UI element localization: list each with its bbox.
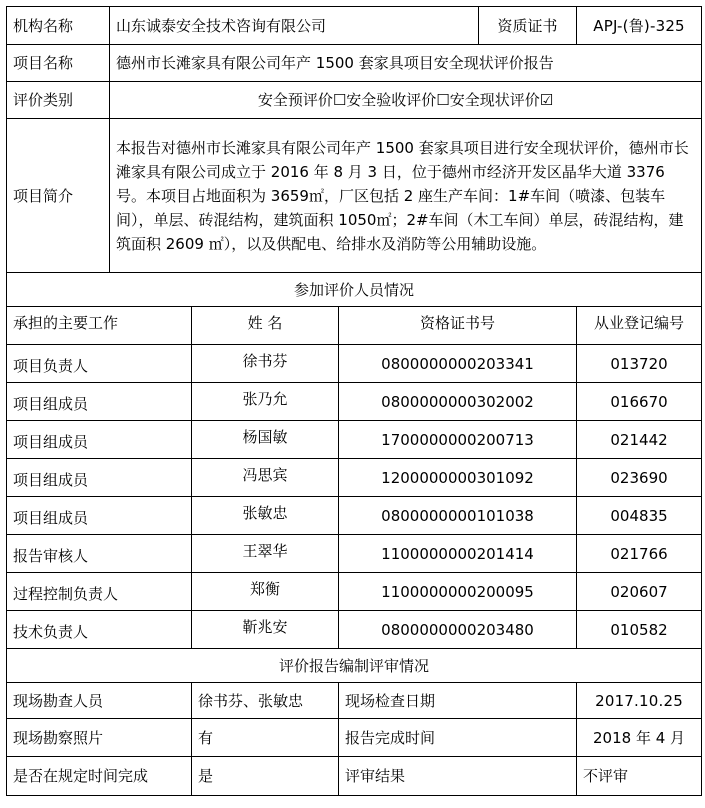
- personnel-reg: 021442: [577, 421, 702, 459]
- ontime-value: 是: [192, 757, 339, 796]
- personnel-reg: 004835: [577, 497, 702, 535]
- header-role: 承担的主要工作: [7, 307, 192, 345]
- personnel-cert: 0800000000203341: [339, 345, 577, 383]
- ontime-label: 是否在规定时间完成: [7, 757, 192, 796]
- personnel-name: 靳兆安: [192, 611, 339, 649]
- personnel-role: 项目组成员: [7, 497, 192, 535]
- cert-label: 资质证书: [479, 7, 577, 45]
- header-cert: 资格证书号: [339, 307, 577, 345]
- review-row: [7, 683, 702, 719]
- evaluation-type-row: [7, 82, 702, 119]
- result-label: 评审结果: [339, 757, 577, 796]
- cert-value: APJ-(鲁)-325: [577, 7, 702, 45]
- personnel-role: 过程控制负责人: [7, 573, 192, 611]
- personnel-row: [7, 383, 702, 421]
- personnel-cert: 0800000000302002: [339, 383, 577, 421]
- personnel-name: 杨国敏: [192, 421, 339, 459]
- personnel-name: 张敏忠: [192, 497, 339, 535]
- evaluation-type-label: 评价类别: [7, 82, 110, 119]
- personnel-cert: 1100000000200095: [339, 573, 577, 611]
- header-name: 姓 名: [192, 307, 339, 345]
- project-summary-value: 本报告对德州市长滩家具有限公司年产 1500 套家具项目进行安全现状评价，德州市长滩家具有限公司成立于 2016 年 8 月 3 日，位于德州市经济开发区晶华大道 3376 号。本项目占地面积为 3659㎡，厂区包括 2 座生产车间：1#车间（喷漆、包装车间），单层、砖混结构，建筑面积 1050㎡；2#车间（木工车间）单层，砖混结构，建筑面积 2609 ㎡），以及供配电、给排水及消防等公用辅助设施。: [110, 119, 702, 273]
- evaluation-type-value: 安全预评价☐安全验收评价☐安全现状评价☑: [110, 82, 702, 119]
- photos-label: 现场勘察照片: [7, 719, 192, 757]
- personnel-section-title: 参加评价人员情况: [7, 273, 702, 307]
- site-staff-value: 徐书芬、张敏忠: [192, 683, 339, 719]
- personnel-row: [7, 421, 702, 459]
- personnel-cert: 1100000000201414: [339, 535, 577, 573]
- site-date-value: 2017.10.25: [577, 683, 702, 719]
- personnel-reg: 010582: [577, 611, 702, 649]
- personnel-name: 郑衡: [192, 573, 339, 611]
- personnel-row: [7, 573, 702, 611]
- personnel-row: [7, 345, 702, 383]
- personnel-role: 项目组成员: [7, 383, 192, 421]
- personnel-role: 项目组成员: [7, 421, 192, 459]
- personnel-row: [7, 611, 702, 649]
- personnel-cert: 0800000000203480: [339, 611, 577, 649]
- project-summary-label: 项目简介: [7, 119, 110, 273]
- personnel-role: 项目组成员: [7, 459, 192, 497]
- personnel-row: [7, 535, 702, 573]
- review-row: [7, 719, 702, 757]
- site-staff-label: 现场勘查人员: [7, 683, 192, 719]
- review-row: [7, 757, 702, 796]
- personnel-cert: 1700000000200713: [339, 421, 577, 459]
- personnel-reg: 021766: [577, 535, 702, 573]
- org-row: [7, 7, 702, 45]
- personnel-role: 技术负责人: [7, 611, 192, 649]
- review-section-title: 评价报告编制评审情况: [7, 649, 702, 683]
- personnel-cert: 0800000000101038: [339, 497, 577, 535]
- personnel-name: 冯思宾: [192, 459, 339, 497]
- personnel-reg: 020607: [577, 573, 702, 611]
- complete-value: 2018 年 4 月: [577, 719, 702, 757]
- project-summary-row: [7, 119, 702, 273]
- project-name-row: [7, 45, 702, 82]
- personnel-role: 项目负责人: [7, 345, 192, 383]
- review-section-row: [7, 649, 702, 683]
- personnel-reg: 023690: [577, 459, 702, 497]
- result-value: 不评审: [577, 757, 702, 796]
- photos-value: 有: [192, 719, 339, 757]
- personnel-row: [7, 497, 702, 535]
- site-date-label: 现场检查日期: [339, 683, 577, 719]
- personnel-section-row: [7, 273, 702, 307]
- personnel-reg: 013720: [577, 345, 702, 383]
- evaluation-info-table: [6, 6, 702, 796]
- personnel-cert: 1200000000301092: [339, 459, 577, 497]
- org-label: 机构名称: [7, 7, 110, 45]
- complete-label: 报告完成时间: [339, 719, 577, 757]
- header-reg: 从业登记编号: [577, 307, 702, 345]
- personnel-role: 报告审核人: [7, 535, 192, 573]
- personnel-name: 王翠华: [192, 535, 339, 573]
- org-value: 山东诚泰安全技术咨询有限公司: [110, 7, 479, 45]
- personnel-name: 徐书芬: [192, 345, 339, 383]
- personnel-reg: 016670: [577, 383, 702, 421]
- project-name-value: 德州市长滩家具有限公司年产 1500 套家具项目安全现状评价报告: [110, 45, 702, 82]
- personnel-name: 张乃允: [192, 383, 339, 421]
- personnel-header-row: [7, 307, 702, 345]
- project-name-label: 项目名称: [7, 45, 110, 82]
- personnel-row: [7, 459, 702, 497]
